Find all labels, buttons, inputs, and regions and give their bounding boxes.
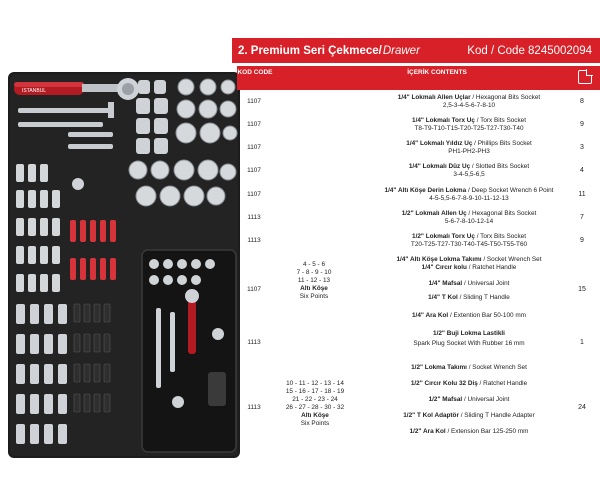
row-title: 1/4" Lokmalı Torx Uç — [412, 117, 475, 124]
row-qty: 4 — [580, 167, 584, 174]
drawer-title-en: Drawer — [382, 44, 420, 57]
contents-column-header: İÇERİK CONTENTS — [407, 69, 467, 76]
row-title-en: / Torx Bits Socket — [474, 117, 526, 124]
row-title: 1/4" Altı Köşe Derin Lokma — [384, 187, 467, 194]
row-qty: 9 — [580, 237, 584, 244]
row-sizes: 3-4-5,5-6,5 — [453, 171, 485, 178]
row-code: 1113 — [247, 214, 261, 221]
row-title-en: / Hexagonal Bits Socket — [466, 210, 537, 217]
row-sizes: T8-T9-T10-T15-T20-T25-T27-T30-T40 — [414, 125, 524, 132]
group-qty: 15 — [578, 286, 586, 293]
row-code: 1107 — [247, 121, 261, 128]
box-icon — [578, 70, 592, 84]
row-title: 1/2" Buji Lokma Lastikli — [433, 330, 505, 337]
socket-set-quarter-group — [237, 256, 600, 326]
tool-tray-image — [8, 72, 240, 458]
row-qty: 3 — [580, 144, 584, 151]
row-sizes: T20-T25-T27-T30-T40-T45-T50-T55-T60 — [410, 241, 528, 248]
group-sizes: 4 - 5 - 6 7 - 8 - 9 - 10 11 - 12 - 13 Altı Köşe Six Points — [296, 261, 332, 300]
row-code: 1107 — [247, 167, 261, 174]
drawer-title-bar — [232, 38, 600, 63]
row-qty: 1 — [580, 339, 584, 346]
row-qty: 11 — [578, 191, 586, 198]
table-header — [237, 66, 600, 90]
group-items: 1/2" Lokma Takımı / Socket Wrench Set 1/2" Cırcır Kolu 32 Diş / Ratchet Handle 1/2" Mafsal / Universal Joint 1/2" T Kol Adaptör / Sliding T Handle Adapter 1/2" Ara Kol / Extension Bar 125-250 mm — [403, 364, 535, 435]
group-qty: 24 — [578, 404, 586, 411]
row-subtitle: Spark Plug Socket With Rubber 16 mm — [413, 340, 525, 347]
group-sizes: 10 - 11 - 12 - 13 - 14 15 - 16 - 17 - 18 - 19 21 - 22 - 23 - 24 26 - 27 - 28 - 30 - 32 Altı Köşe Six Points — [285, 380, 345, 427]
row-sizes: PH1-PH2-PH3 — [448, 148, 490, 155]
group-items: 1/4" Altı Köşe Lokma Takımı / Socket Wrench Set 1/4" Cırcır kolu / Ratchet Handle 1/4" Mafsal / Universal Joint 1/4" T Kol / Sliding T Handle 1/4" Ara Kol / Extention Bar 50-100 mm — [396, 256, 542, 319]
row-title-en: / Deep Socket Wrench 6 Point — [466, 187, 554, 194]
tray-brand: ISTANBUL — [22, 88, 47, 94]
row-code: 1107 — [247, 98, 261, 105]
row-code: 1113 — [247, 339, 261, 346]
row-title-en: / Torx Bits Socket — [474, 233, 526, 240]
quarter-socket-set-tray — [142, 250, 236, 452]
row-title-en: / Slotted Bits Socket — [470, 163, 530, 170]
group-code: 1107 — [247, 286, 261, 293]
row-title: 1/4" Lokmalı Allen Uçlar — [397, 94, 471, 101]
row-sizes: 2,5-3-4-5-6-7-8-10 — [442, 102, 496, 109]
code-column-header: KOD CODE — [237, 69, 273, 76]
row-qty: 9 — [580, 121, 584, 128]
socket-set-half-group — [237, 364, 600, 444]
row-title-en: / Phillips Bits Socket — [472, 140, 532, 147]
row-title: 1/2" Lokmalı Torx Uç — [412, 233, 475, 240]
row-sizes: 4-5-5,5-6-7-8-9-10-11-12-13 — [429, 195, 509, 202]
row-title: 1/4" Lokmalı Düz Uç — [408, 163, 471, 170]
row-code: 1113 — [247, 237, 261, 244]
group-code: 1113 — [247, 404, 261, 411]
row-qty: 8 — [580, 98, 584, 105]
row-code: 1107 — [247, 144, 261, 151]
row-title: 1/4" Lokmalı Yıldız Uç — [406, 140, 473, 147]
product-code: Kod / Code 8245002094 — [467, 44, 592, 57]
row-title-en: / Hexagonal Bits Socket — [470, 94, 541, 101]
row-code: 1107 — [247, 191, 261, 198]
row-title: 1/2" Lokmalı Allen Uç — [401, 210, 467, 217]
drawer-title: 2. Premium Seri Çekmece/ — [238, 44, 382, 57]
row-qty: 7 — [580, 214, 584, 221]
row-sizes: 5-6-7-8-10-12-14 — [444, 218, 494, 225]
